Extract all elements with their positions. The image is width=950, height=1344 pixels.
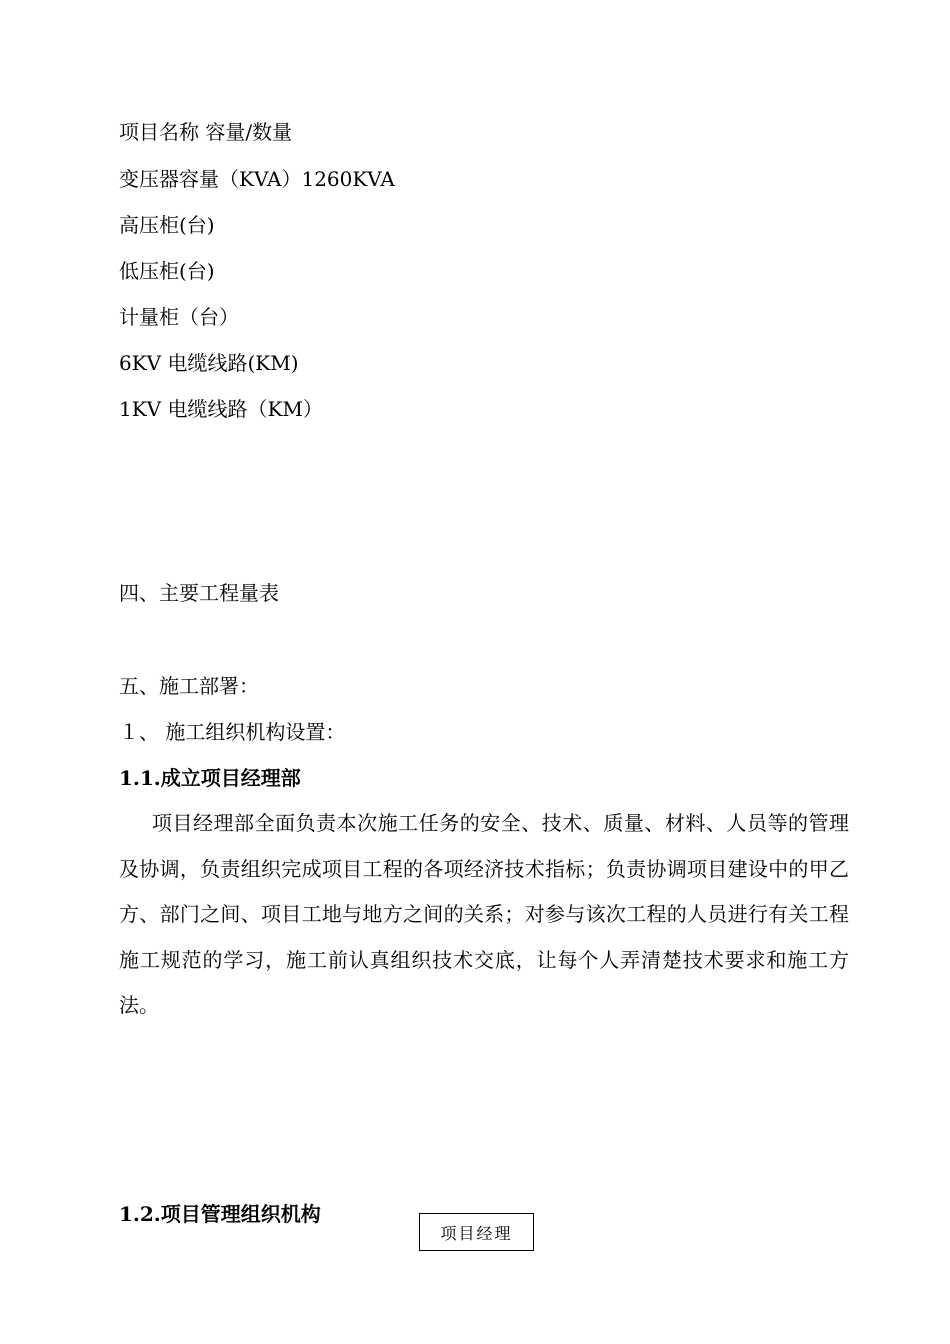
paragraph-1-1: 项目经理部全面负责本次施工任务的安全、技术、质量、材料、人员等的管理及协调，负责组织完成项目工程的各项经济技术指标；负责协调项目建设中的甲乙方、部门之间、项目工地与地方之间的关系；对参与该次工程的人员进行有关工程施工规范的学习，施工前认真组织技术交底，让每个人弄清楚技术要求和施工方法。	[119, 811, 849, 1017]
heading-1-2: 1.2.项目管理组织机构	[119, 1202, 321, 1226]
section-heading-quantities: 四、主要工程量表	[119, 581, 279, 605]
heading-1-1: 1.1.成立项目经理部	[119, 766, 301, 790]
table-row-hv-cabinet: 高压柜(台)	[119, 213, 215, 237]
table-row-lv-cabinet: 低压柜(台)	[119, 259, 215, 283]
table-row-metering-cabinet: 计量柜（台）	[119, 305, 239, 329]
subsection-heading-organization: １、 施工组织机构设置：	[119, 720, 346, 744]
table-row-6kv-cable: 6KV 电缆线路(KM)	[119, 351, 299, 375]
section-heading-deployment: 五、施工部署：	[119, 674, 259, 698]
table-row-header: 项目名称 容量/数量	[119, 120, 293, 144]
org-chart-project-manager-box: 项目经理	[419, 1213, 534, 1251]
table-row-1kv-cable: 1KV 电缆线路（KM）	[119, 397, 323, 421]
table-row-transformer: 变压器容量（KVA）1260KVA	[119, 167, 395, 191]
